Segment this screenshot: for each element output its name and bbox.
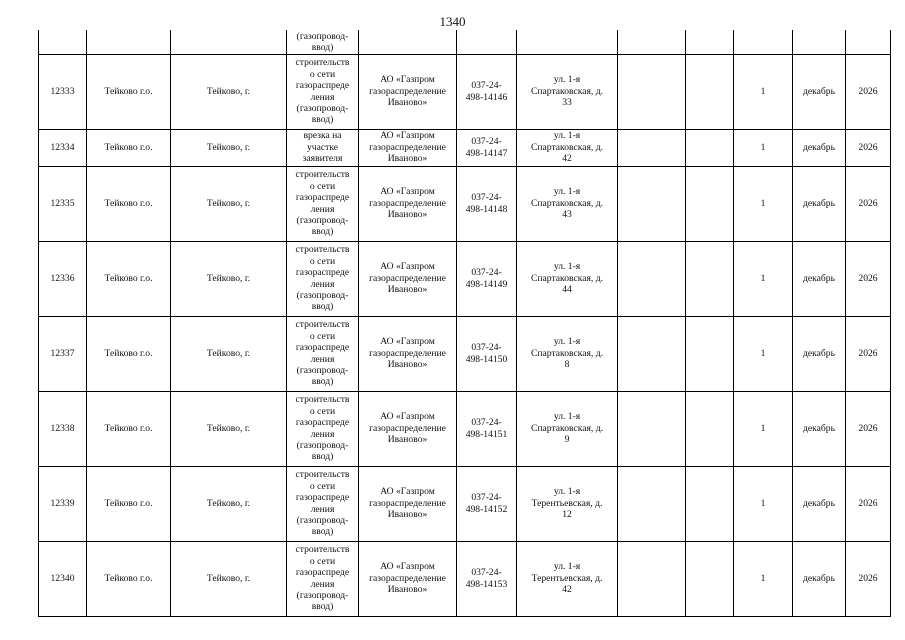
cell-num: 12337 [39, 316, 87, 391]
cell-month: декабрь [793, 166, 846, 241]
cell-locality: Тейково, г. [171, 466, 287, 541]
cell-code: 037-24- 498-14147 [457, 129, 517, 166]
cell-work: строительств о сети газораспреде ления (газопровод- ввод) [287, 166, 359, 241]
cell-code: 037-24- 498-14146 [457, 54, 517, 129]
cell-address: ул. 1-я Спартаковская, д. 42 [517, 129, 618, 166]
table-row [39, 316, 891, 391]
cell-address [517, 30, 618, 54]
cell-empty [686, 466, 734, 541]
cell-num [39, 30, 87, 54]
cell-address: ул. 1-я Спартаковская, д. 44 [517, 241, 618, 316]
cell-empty [618, 391, 686, 466]
cell-num: 12338 [39, 391, 87, 466]
cell-empty [686, 129, 734, 166]
cell-org [359, 30, 457, 54]
cell-code: 037-24- 498-14150 [457, 316, 517, 391]
cell-empty [618, 166, 686, 241]
cell-work: строительств о сети газораспреде ления (газопровод- ввод) [287, 391, 359, 466]
cell-qty [734, 30, 793, 54]
cell-address: ул. 1-я Спартаковская, д. 33 [517, 54, 618, 129]
cell-locality: Тейково, г. [171, 129, 287, 166]
cell-qty: 1 [734, 541, 793, 616]
cell-month: декабрь [793, 54, 846, 129]
cell-year: 2026 [846, 241, 891, 316]
cell-empty [686, 241, 734, 316]
cell-qty: 1 [734, 166, 793, 241]
cell-district: Тейково г.о. [87, 129, 171, 166]
cell-org: АО «Газпром газораспределение Иваново» [359, 391, 457, 466]
table-row [39, 166, 891, 241]
cell-empty [618, 30, 686, 54]
cell-org: АО «Газпром газораспределение Иваново» [359, 316, 457, 391]
cell-code: 037-24- 498-14148 [457, 166, 517, 241]
table-row [39, 241, 891, 316]
cell-month: декабрь [793, 466, 846, 541]
cell-org: АО «Газпром газораспределение Иваново» [359, 241, 457, 316]
cell-district: Тейково г.о. [87, 241, 171, 316]
cell-work: (газопровод- ввод) [287, 30, 359, 54]
cell-district: Тейково г.о. [87, 466, 171, 541]
cell-empty [618, 466, 686, 541]
cell-num: 12336 [39, 241, 87, 316]
table-row [39, 129, 891, 166]
cell-empty [686, 30, 734, 54]
cell-qty: 1 [734, 241, 793, 316]
cell-qty: 1 [734, 54, 793, 129]
cell-address: ул. 1-я Терентьевская, д. 42 [517, 541, 618, 616]
cell-month: декабрь [793, 316, 846, 391]
cell-code: 037-24- 498-14152 [457, 466, 517, 541]
cell-empty [618, 129, 686, 166]
cell-year: 2026 [846, 54, 891, 129]
cell-locality: Тейково, г. [171, 316, 287, 391]
cell-month: декабрь [793, 541, 846, 616]
cell-empty [618, 54, 686, 129]
cell-org: АО «Газпром газораспределение Иваново» [359, 541, 457, 616]
cell-work: строительств о сети газораспреде ления (газопровод- ввод) [287, 241, 359, 316]
cell-num: 12333 [39, 54, 87, 129]
cell-district: Тейково г.о. [87, 316, 171, 391]
cell-year: 2026 [846, 166, 891, 241]
cell-org: АО «Газпром газораспределение Иваново» [359, 466, 457, 541]
cell-code: 037-24- 498-14153 [457, 541, 517, 616]
cell-work: строительств о сети газораспреде ления (газопровод- ввод) [287, 316, 359, 391]
cell-address: ул. 1-я Терентьевская, д. 12 [517, 466, 618, 541]
cell-district: Тейково г.о. [87, 54, 171, 129]
cell-district: Тейково г.о. [87, 541, 171, 616]
cell-locality: Тейково, г. [171, 391, 287, 466]
cell-locality: Тейково, г. [171, 166, 287, 241]
cell-code: 037-24- 498-14149 [457, 241, 517, 316]
cell-empty [686, 54, 734, 129]
cell-year: 2026 [846, 541, 891, 616]
cell-district: Тейково г.о. [87, 391, 171, 466]
continued-row [39, 30, 891, 54]
table-row [39, 391, 891, 466]
cell-work: строительств о сети газораспреде ления (газопровод- ввод) [287, 541, 359, 616]
cell-address: ул. 1-я Спартаковская, д. 9 [517, 391, 618, 466]
cell-locality: Тейково, г. [171, 54, 287, 129]
cell-code: 037-24- 498-14151 [457, 391, 517, 466]
cell-locality [171, 30, 287, 54]
gas-connection-table [38, 30, 891, 617]
cell-year [846, 30, 891, 54]
cell-empty [686, 316, 734, 391]
cell-qty: 1 [734, 129, 793, 166]
cell-address: ул. 1-я Спартаковская, д. 43 [517, 166, 618, 241]
cell-year: 2026 [846, 316, 891, 391]
cell-empty [686, 541, 734, 616]
cell-num: 12334 [39, 129, 87, 166]
cell-code [457, 30, 517, 54]
cell-month [793, 30, 846, 54]
cell-num: 12335 [39, 166, 87, 241]
cell-qty: 1 [734, 391, 793, 466]
cell-locality: Тейково, г. [171, 241, 287, 316]
cell-qty: 1 [734, 316, 793, 391]
cell-month: декабрь [793, 241, 846, 316]
cell-num: 12339 [39, 466, 87, 541]
cell-district: Тейково г.о. [87, 166, 171, 241]
cell-work: строительств о сети газораспреде ления (газопровод- ввод) [287, 466, 359, 541]
cell-empty [618, 241, 686, 316]
cell-org: АО «Газпром газораспределение Иваново» [359, 129, 457, 166]
cell-org: АО «Газпром газораспределение Иваново» [359, 166, 457, 241]
table-row [39, 54, 891, 129]
cell-locality: Тейково, г. [171, 541, 287, 616]
cell-year: 2026 [846, 466, 891, 541]
cell-year: 2026 [846, 129, 891, 166]
table-row [39, 541, 891, 616]
cell-empty [686, 391, 734, 466]
cell-month: декабрь [793, 129, 846, 166]
page-number: 1340 [439, 14, 466, 29]
cell-empty [618, 541, 686, 616]
cell-num: 12340 [39, 541, 87, 616]
cell-empty [618, 316, 686, 391]
cell-qty: 1 [734, 466, 793, 541]
cell-work: врезка на участке заявителя [287, 129, 359, 166]
table-row [39, 466, 891, 541]
cell-org: АО «Газпром газораспределение Иваново» [359, 54, 457, 129]
cell-work: строительств о сети газораспреде ления (газопровод- ввод) [287, 54, 359, 129]
cell-empty [686, 166, 734, 241]
cell-address: ул. 1-я Спартаковская, д. 8 [517, 316, 618, 391]
cell-month: декабрь [793, 391, 846, 466]
cell-year: 2026 [846, 391, 891, 466]
cell-district [87, 30, 171, 54]
